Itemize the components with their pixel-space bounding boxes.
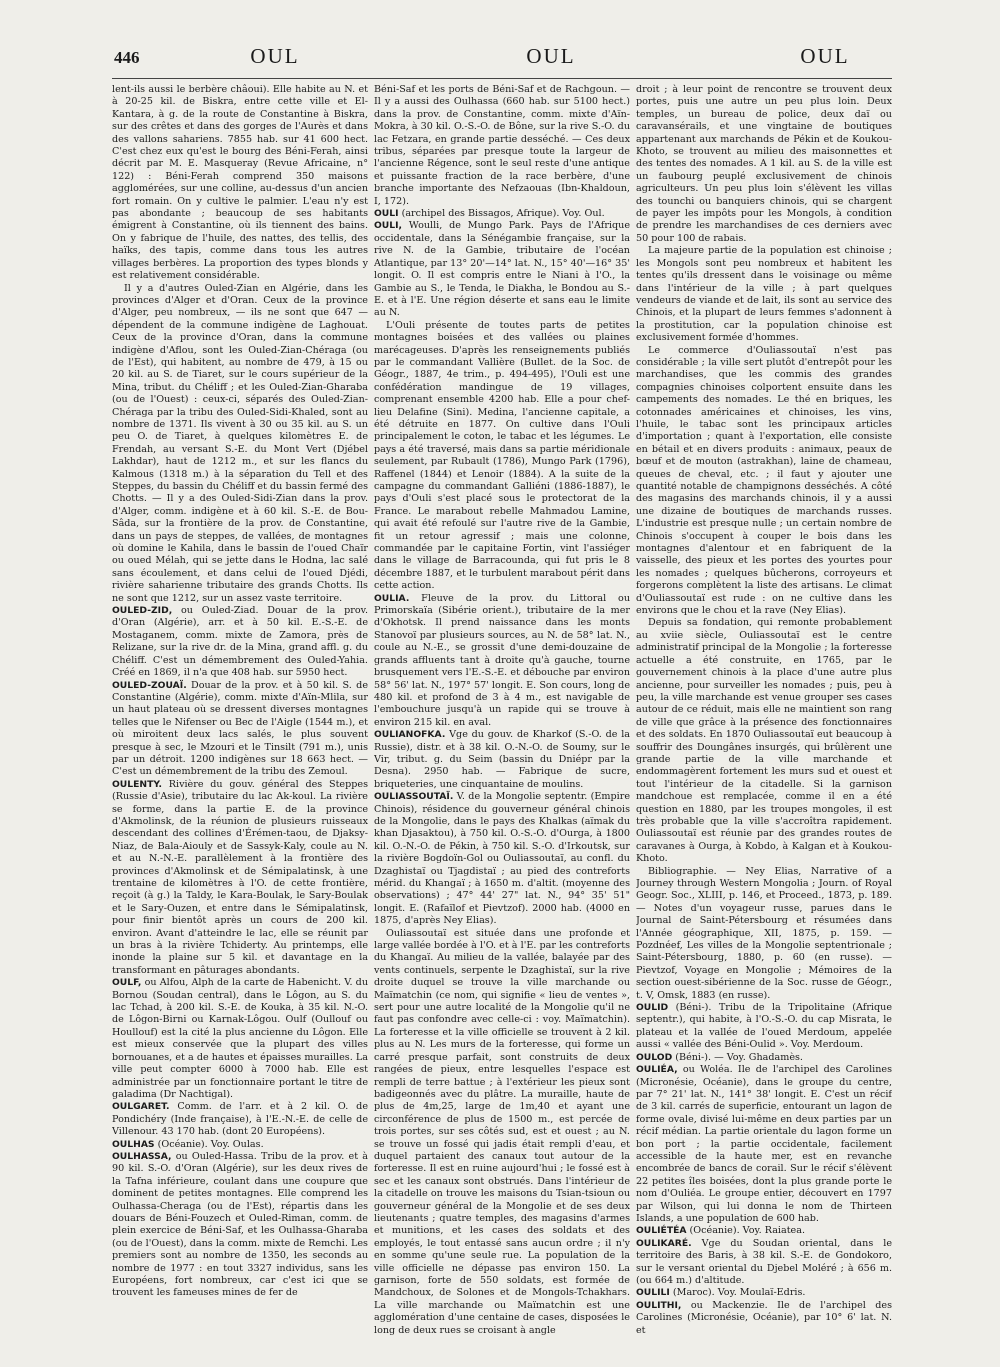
text-column-1: [112, 84, 368, 1349]
entry-headword: OULHAS: [112, 1138, 155, 1150]
dictionary-entry: [374, 791, 630, 927]
entry-text: (Océanie). Voy. Raiatea.: [686, 1225, 805, 1237]
entry-headword: OULED-ZID,: [112, 605, 173, 617]
running-head-center: OUL: [526, 44, 576, 68]
entry-text: Vge du Soudan oriental, dans le territoire des Baris, à 38 kil. S.-E. de Gondokoro, sur le versant oriental du Djebel Moléré ; à 656 m. (ou 664 m.) d'altitude.: [636, 1237, 892, 1286]
entry-text: Woulli, de Mungo Park. Pays de l'Afrique occidentale, dans la Sénégambie française, sur la rive N. de la Gambie, tributaire de l'océan Atlantique, par 13° 20'—14° lat. N., 15° 40'—16° 35' longit. O. Il est compris entre le Niani à l'O., la Gambie au S., le Tenda, le Diakha, le Bondou au S.-E. et à l'E. Une région déserte et sans eau le limite au N.: [374, 220, 630, 319]
header-rule: [112, 78, 892, 79]
continued-paragraph: droit ; à leur point de rencontre se trouvent deux portes, puis une autre un peu plus loin. Deux temples, un bureau de police, deux daï ou caravansérails, et une vingtaine de boutiques appartenant aux marchands de Pékin et de Koukou-Khoto, se trouvent au milieu des maisonnettes et des tentes des nomades. A 1 kil. au S. de la ville est un faubourg peuplé exclusivement de chinois agriculteurs. Un peu plus loin s'élèvent les villas des tounchi ou banquiers chinois, qui se chargent de payer les impôts pour les Mongols, à condition de prendre les marchandises de ces derniers avec 50 pour 100 de rabais.: [636, 84, 892, 244]
dictionary-entry: [112, 1101, 368, 1138]
entry-text: (archipel des Bissagos, Afrique). Voy. Oul.: [398, 208, 605, 220]
entry-text: (Maroc). Voy. Moulaï-Edris.: [669, 1287, 806, 1299]
entry-headword: OULF,: [112, 977, 142, 989]
entry-text: ou Woléa. Ile de l'archipel des Carolines (Micronésie, Océanie), dans le groupe du centre, par 7° 21' lat. N., 141° 38' longit. E. C'est un récif de 3 kil. carrés de superficie, entourant un lagon de forme ovale, divisé lui-même en deux parties par un récif médian. La partie orientale du lagon forme un bon port ; la partie occidentale, facilement accessible de la haute mer, est en revanche encombrée de bancs de corail. Sur le récif s'élèvent 22 petites îles boisées, dont la plus grande porte le nom d'Ouliéa. Le groupe entier, découvert en 1797 par Wilson, qui lui donna le nom de Thirteen Islands, a une population de 600 hab.: [636, 1064, 892, 1224]
page-number: 446: [114, 48, 140, 67]
entry-text: ou Mackenzie. Ile de l'archipel des Carolines (Micronésie, Océanie), par 10° 6' lat. N. et: [636, 1299, 892, 1336]
paragraph: Le commerce d'Ouliassoutaï n'est pas considérable ; la ville sert plutôt d'entrepôt pour les marchandises, que les commis des grandes compagnies chinoises colportent ensuite dans les campements des nomades. Le thé en briques, les cotonnades américaines et chinoises, les vins, l'huile, le tabac sont les principaux articles d'importation ; quant à l'exportation, elle consiste en bétail et en divers produits : animaux, peaux de bœuf et de mouton (astrakhan), laine de chameau, queues de cheval, etc. ; il faut y ajouter une quantité notable de champignons desséchés. A côté des magasins des marchands chinois, il y a aussi une dizaine de boutiques de marchands russes. L'industrie est presque nulle ; un certain nombre de Chinois s'occupent à couper le bois dans les montagnes d'alentour et en fabriquent de la vaisselle, des pieux et les portes des yourtes pour les nomades ; quelques bûcherons, corroyeurs et forgerons complètent la liste des artisans. Le climat d'Ouliassoutaï est rude : on ne cultive dans les environs que le chou et la rave (Ney Elias).: [636, 344, 892, 617]
entry-headword: OULID: [636, 1002, 669, 1014]
entry-headword: OULIÉTÉA: [636, 1225, 687, 1237]
text-column-3: [636, 84, 892, 1349]
dictionary-entry: [374, 729, 630, 791]
dictionary-entry: [636, 1002, 892, 1052]
entry-text: Fleuve de la prov. du Littoral ou Primorskaïa (Sibérie orient.), tributaire de la mer d'Okhotsk. Il prend naissance dans les monts Stanovoï par plusieurs sources, au N. de 58° lat. N., coule au N.-E., se grossit d'une demi-douzaine de grands affluents tant à droite qu'à gauche, tourne brusquement vers l'E.-S.-E. et débouche par environ 58° 56' lat. N., 197° 57' longit. E. Son cours, long de 480 kil. et profond de 3 à 4 m., est navigable de l'embouchure jusqu'à un rapide qui se trouve à environ 215 kil. en aval.: [374, 592, 630, 728]
dictionary-entry: [112, 605, 368, 679]
entry-text: Vge du gouv. de Kharkof (S.-O. de la Russie), distr. et à 38 kil. O.-N.-O. de Soumy, sur le Vir, tribut. g. du Seim (bassin du Dniépr par la Desna). 2950 hab. — Fabrique de sucre, briqueteries, une cinquantaine de moulins.: [374, 729, 630, 790]
paragraph: Il y a d'autres Ouled-Zian en Algérie, dans les provinces d'Alger et d'Oran. Ceux de la province d'Alger, peu nombreux, — ils ne sont que 647 — dépendent de la commune indigène de Laghouat. Ceux de la province d'Oran, dans la commune indigène d'Aflou, sont les Ouled-Zian-Chéraga (ou de l'Est), qui habitent, au nombre de 479, à 15 ou 20 kil. au S. de Tiaret, sur le cours supérieur de la Mina, tribut. du Chéliff ; et les Ouled-Zian-Gharaba (ou de l'Ouest) : ceux-ci, séparés des Ouled-Zian-Chéraga par la tribu des Ouled-Sidi-Khaled, sont au nombre de 1371. Ils vivent à 30 ou 35 kil. au S. un peu O. de Tiaret, à quelques kilomètres E. de Frendah, au versant S.-E. du Mont Vert (Djébel Lakhdar), haut de 1212 m., et sur les flancs du Kalmous (1318 m.) à la séparation du Tell et des Steppes, du bassin du Chéliff et du bassin fermé des Chotts. — Il y a des Ouled-Sidi-Zian dans la prov. d'Alger, comm. indigène et à 60 kil. S.-E. de Bou-Sâda, sur la frontière de la prov. de Constantine, dans un pays de steppes, de vallées, de montagnes où domine le Kahila, dans le bassin de l'oued Chaïr ou oued Mélah, qui se jette dans le Hodna, lac salé sans écoulement, et dans celui de l'oued Djédi, rivière saharienne tributaire des grands Chotts. Ils ne sont que 1212, sur un assez vaste territoire.: [112, 282, 368, 604]
paragraph: La majeure partie de la population est chinoise ; les Mongols sont peu nombreux et habitent les tentes qu'ils dressent dans le voisinage ou même dans l'intérieur de la ville ; à part quelques vendeurs de viande et de lait, ils sont au service des Chinois, et la plupart de leurs femmes s'adonnent à la prostitution, car la population chinoise est exclusivement formée d'hommes.: [636, 245, 892, 344]
continued-paragraph: Béni-Saf et les ports de Béni-Saf et de Rachgoun. — Il y a aussi des Oulhassa (660 hab. sur 5100 hect.) dans la prov. de Constantine, comm. mixte d'Aïn-Mokra, à 30 kil. O.-S.-O. de Bône, sur la rive S.-O. du lac Fetzara, en grande partie desséché. — Ces deux tribus, séparées par presque toute la largeur de l'ancienne Régence, sont le seul reste d'une antique et puissante fraction de la race berbère, d'une branche importante des Nefzaouas (Ibn-Khaldoun, I, 172).: [374, 84, 630, 207]
dictionary-entry: [112, 1139, 368, 1151]
entry-text: Comm. de l'arr. et à 2 kil. O. de Pondichéry (Inde française), à l'E.-N.-E. de celle de Villenour. 43 170 hab. (dont 20 Européens).: [112, 1101, 368, 1138]
entry-text: ou Alfou, Alph de la carte de Habenicht. V. du Bornou (Soudan central), dans le Lôgon, au S. du lac Tchad, à 200 kil. S.-E. de Kouka, à 35 kil. N.-O. de Lôgon-Birni ou Karnak-Lôgou. Oulf (Oullouf ou Houllouf) est la cité la plus ancienne du Lôgon. Elle est mieux conservée que la plupart des villes bornouanes, et a de hautes et épaisses murailles. La ville peut compter 6000 à 7000 hab. Elle est administrée par un fonctionnaire portant le titre de galadima (Dr Nachtigal).: [112, 977, 368, 1100]
entry-text: Douar de la prov. et à 50 kil. S. de Constantine (Algérie), comm. mixte d'Aïn-Mlila, sur un haut plateau où se dressent diverses montagnes telles que le Nifenser ou Bec de l'Aigle (1544 m.), et où miroitent deux lacs salés, le plus souvent presque à sec, le Mzouri et le Tinsilt (791 m.), unis par un détroit. 1200 indigènes sur 18 663 hect. — C'est un démembrement de la tribu des Zemoul.: [112, 679, 368, 778]
paragraph: L'Ouli présente de toutes parts de petites montagnes boisées et des vallées ou plaines marécageuses. D'après les renseignements publiés par le commandant Vallière (Bullet. de la Soc. de Géogr., 1887, 4e trim., p. 494-495), l'Ouli est une confédération mandingue de 19 villages, comprenant ensemble 4200 hab. Elle a pour chef-lieu Delafine (Sini). Medina, l'ancienne capitale, a été détruite en 1877. On cultive dans l'Ouli principalement le coton, le tabac et les légumes. Le pays a été traversé, mais dans sa partie méridionale seulement, par Rubault (1786), Mungo Park (1796), Raffenel (1844) et Lenoir (1884). A la suite de la campagne du commandant Galliéni (1886-1887), le pays d'Ouli s'est placé sous le protectorat de la France. Le marabout rebelle Mahmadou Lamine, qui avait été refoulé sur l'autre rive de la Gambie, fit un retour agressif ; mais une colonne, commandée par le capitaine Fortin, vint l'assiéger dans le village de Barracounda, qui fut pris le 8 décembre 1887, et le turbulent marabout périt dans cette action.: [374, 319, 630, 592]
paragraph: Bibliographie. — Ney Elias, Narrative of a Journey through Western Mongolia ; Journ. of Royal Geogr. Soc., XLIII, p. 146, et Proceed., 1873, p. 189. — Notes d'un voyageur russe, parues dans le Journal de Saint-Pétersbourg et résumées dans l'Année géographique, XII, 1875, p. 159. — Pozdnéef, Les villes de la Mongolie septentrionale ; Saint-Pétersbourg, 1880, p. 60 (en russe). — Pievtzof, Voyage en Mongolie ; Mémoires de la section ouest-sibérienne de la Soc. russe de Géogr., t. V, Omsk, 1883 (en russe).: [636, 865, 892, 1001]
dictionary-entry: [112, 1151, 368, 1300]
text-column-2: [374, 84, 630, 1349]
entry-headword: OULI,: [374, 220, 403, 232]
entry-headword: OULHASSA,: [112, 1150, 172, 1162]
entry-text: (Océanie). Voy. Oulas.: [154, 1138, 264, 1150]
entry-text: V. de la Mongolie septentr. (Empire Chinois), résidence du gouverneur général chinois de la Mongolie, dans le pays des Khalkas (aïmak du khan Djasaktou), à 750 kil. O.-S.-O. d'Ourga, à 1800 kil. O.-N.-O. de Pékin, à 750 kil. S.-O. d'Irkoutsk, sur la rivière Bogdoïn-Gol ou Ouliassoutaï, au confl. du Dzaghistaï ou Tjagdistaï ; au pied des contreforts mérid. du Khangaï ; à 1650 m. d'altit. (moyenne des observations) ; 47° 44' 27" lat. N., 94° 35' 51" longit. E. (Rafaïlof et Pievtzof). 2000 hab. (4000 en 1875, d'après Ney Elias).: [374, 791, 630, 927]
dictionary-entry: [112, 779, 368, 978]
paragraph: Ouliassoutaï est située dans une profonde et large vallée bordée à l'O. et à l'E. par les contreforts du Khangaï. Au milieu de la vallée, balayée par des vents continuels, serpente le Dzaghistaï, sur la rive droite duquel se trouve la ville marchande ou Maïmatchin (ce nom, qui signifie « lieu de ventes », sert pour une autre localité de la Mongolie qu'il ne faut pas confondre avec celle-ci : voy. Maïmatchin). La forteresse et la ville officielle se trouvent à 2 kil. plus au N. Les murs de la forteresse, qui forme un carré presque parfait, sont construits de deux rangées de pieux, entre lesquelles l'espace est rempli de terre battue ; à l'extérieur les pieux sont badigeonnés avec du plâtre. La muraille, haute de plus de 4m,25, large de 1m,40 et ayant une circonférence de plus de 1500 m., est percée de trois portes, sur ses côtés sud, est et ouest ; au N. se trouve un fossé qui jadis était rempli d'eau, et duquel partaient des canaux tout autour de la forteresse. Il est en ruine aujourd'hui ; le fossé est à sec et les canaux sont obstrués. Dans l'intérieur de la citadelle on trouve les maisons du Tsian-tsioun ou gouverneur général de la Mongolie et de ses deux lieutenants ; quatre temples, des magasins d'armes et munitions, et les cases des soldats et des employés, le tout entassé sans aucun ordre ; il n'y en somme qu'une seule rue. La population de la ville officielle ne dépasse pas environ 150. La garnison, forte de 550 soldats, est formée de Mandchoux, de Solones et de Mongols-Tchakhars. La ville marchande ou Maïmatchin est une agglomération d'une centaine de cases, disposées le long de deux rues se croisant à angle: [374, 927, 630, 1336]
entry-text: ou Ouled-Hassa. Tribu de la prov. et à 90 kil. S.-O. d'Oran (Algérie), sur les deux rives de la Tafna inférieure, coulant dans une coupure que dominent de petites montagnes. Elle comprend les Oulhassa-Cheraga (ou de l'Est), répartis dans les douars de Béni-Fouzech et Ouled-Riman, comm. de plein exercice de Béni-Saf, et les Oulhassa-Gharaba (ou de l'Ouest), dans la comm. mixte de Remchi. Les premiers sont au nombre de 1350, les seconds au nombre de 1977 : en tout 3327 individus, sans les Européens, fort nombreux, car c'est ici que se trouvent les fameuses mines de fer de: [112, 1150, 368, 1299]
dictionary-entry: [636, 1300, 892, 1337]
entry-headword: OULI: [374, 208, 399, 220]
entry-text: ou Ouled-Ziad. Douar de la prov. d'Oran (Algérie), arr. et à 50 kil. E.-S.-E. de Mostaganem, comm. mixte de Zamora, près de Relizane, sur la rive dr. de la Mina, grand affl. g. du Chéliff. C'est un démembrement des Ouled-Yahia. Créé en 1869, il n'a que 408 hab. sur 5950 hect.: [112, 605, 368, 679]
dictionary-entry: [374, 593, 630, 729]
dictionary-entry: [112, 680, 368, 779]
entry-headword: OULED-ZOUAÏ.: [112, 679, 187, 691]
dictionary-entry: [636, 1238, 892, 1288]
dictionary-entry: [636, 1225, 892, 1237]
entry-text: (Béni-). Tribu de la Tripolitaine (Afrique septentr.), qui habite, à l'O.-S.-O. du cap Misrata, le plateau et la vallée de l'oued Merdoum, appelée aussi « vallée des Béni-Oulid ». Voy. Merdoum.: [636, 1002, 892, 1051]
running-head-left: OUL: [250, 44, 300, 68]
entry-headword: OULOD: [636, 1051, 673, 1063]
entry-headword: OULITHI,: [636, 1299, 682, 1311]
entry-headword: OULGARET.: [112, 1101, 170, 1113]
running-head-right: OUL: [800, 44, 850, 68]
paragraph: Depuis sa fondation, qui remonte probablement au xviie siècle, Ouliassoutaï est le centre administratif principal de la Mongolie ; la forteresse actuelle a été construite, en 1765, par le gouvernement chinois à la place d'une autre plus ancienne, pour surveiller les nomades ; puis, peu à peu, la ville marchande est venue grouper ses cases autour de ce réduit, mais elle ne maintient son rang de ville que grâce à la présence des fonctionnaires et des soldats. En 1870 Ouliassoutaï eut beaucoup à souffrir des Doungânes insurgés, qui brûlèrent une grande partie de la ville marchande et endommagèrent fortement les murs sud et ouest et tout l'intérieur de la citadelle. Si la garnison mandchoue est remplacée, comme il en a été question en 1880, par les troupes mongoles, il est très probable que la ville s'accroîtra rapidement. Ouliassoutaï est réunie par des grandes routes de caravanes à Ourga, à Kobdo, à Kalgan et à Koukou-Khoto.: [636, 617, 892, 865]
entry-headword: OULIASSOUTAÏ.: [374, 791, 454, 803]
continued-paragraph: lent-ils aussi le berbère châoui). Elle habite au N. et à 20-25 kil. de Biskra, entre cette ville et El-Kantara, à g. de la route de Constantine à Biskra, sur des crêtes et dans des gorges de l'Aurès et dans des vallons sahariens. 7855 hab. sur 41 600 hect. C'est chez eux qu'est le bourg des Béni-Ferah, ainsi décrit par M. E. Masqueray (Revue Africaine, n° 122) : Béni-Ferah comprend 350 maisons agglomérées, sur une colline, au-dessus d'un ancien fort romain. On y cultive le palmier. L'eau n'y est pas abondante ; beaucoup de ses habitants émigrent à Constantine, où ils tiennent des bains. On y fabrique de l'huile, des nattes, des tellis, des haïks, des tapis, comme dans tous les autres villages berbères. La proportion des types blonds y est relativement considérable.: [112, 84, 368, 282]
entry-text: (Béni-). — Voy. Ghadamès.: [672, 1051, 803, 1063]
dictionary-entry: [374, 208, 630, 220]
entry-headword: OULIA.: [374, 592, 410, 604]
entry-headword: OULIÉA,: [636, 1064, 678, 1076]
entry-headword: OULIKARÉ.: [636, 1237, 692, 1249]
entry-headword: OULENTY.: [112, 778, 162, 790]
entry-headword: OULIANOFKA.: [374, 729, 446, 741]
entry-headword: OULILI: [636, 1287, 670, 1299]
dictionary-entry: [636, 1287, 892, 1299]
dictionary-entry: [112, 977, 368, 1101]
dictionary-entry: [636, 1064, 892, 1225]
dictionary-entry: [636, 1052, 892, 1064]
entry-text: Rivière du gouv. général des Steppes (Russie d'Asie), tributaire du lac Ak-koul. La rivière se forme, dans la partie E. de la province d'Akmolinsk, de la réunion de plusieurs ruisseaux descendant des collines d'Érémen-taou, de Djaksy-Niaz, de Bala-Aiouly et de Sassyk-Kaly, coule au N. et au N.-N.-E. parallèlement à la frontière des provinces d'Akmolinsk et de Sémipalatinsk, à une trentaine de kilomètres à l'O. de cette frontière, reçoit (à g.) la Taldy, le Kara-Boulak, le Sary-Boulak et le Sary-Ouzen, et entre dans le Sémipalatinsk, pour finir bientôt après un cours de 200 kil. environ. Avant d'atteindre le lac, elle se réunit par un bras à la rivière Tchiderty. Au printemps, elle inonde la plaine sur 5 kil. et davantage en la transformant en pâturages abondants.: [112, 778, 368, 976]
dictionary-entry: [374, 220, 630, 319]
